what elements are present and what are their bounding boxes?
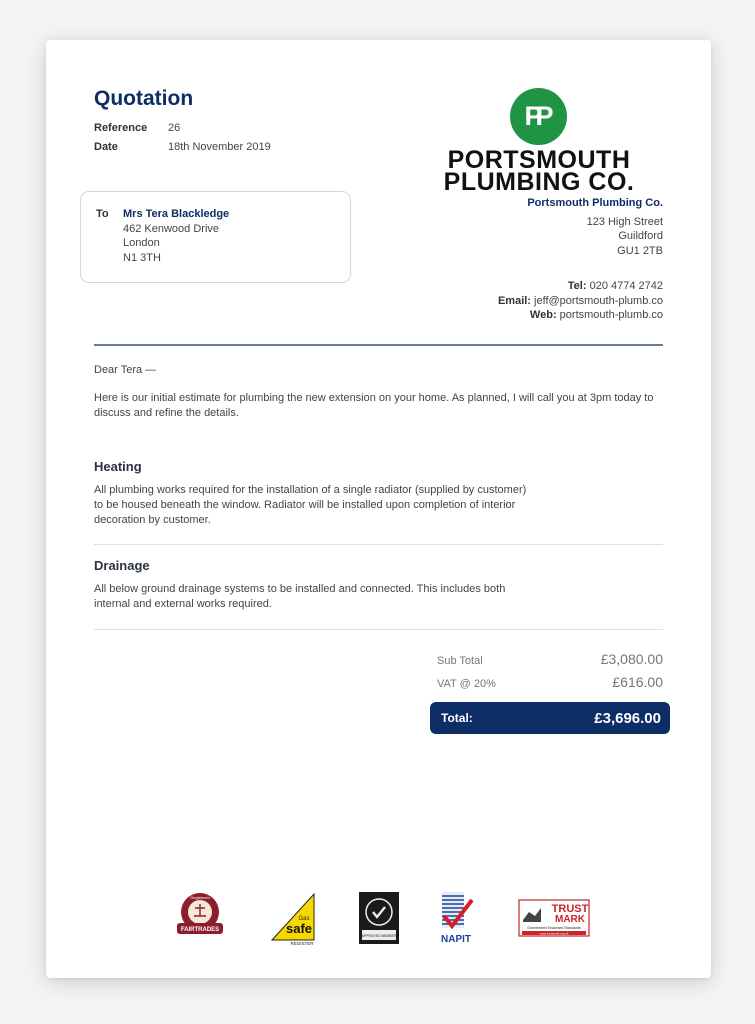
trustmark-badge-icon — [518, 890, 590, 946]
to-label: To — [96, 208, 109, 220]
web-label: Web: — [529, 309, 557, 321]
chas-text: APPROVED MEMBER — [361, 934, 397, 938]
vat-value: £616.00 — [612, 674, 663, 690]
item-description: All plumbing works required for the installation of a single radiator (supplied by customer) to be housed beneath the window. Radiator will be installed upon completion of interior decoration by customer. — [94, 484, 527, 526]
recipient-name: Mrs Tera Blackledge — [123, 208, 230, 220]
header-divider — [94, 344, 663, 346]
gas-safe-register: REGISTER — [290, 941, 314, 946]
email-row — [498, 294, 663, 309]
company-name: Portsmouth Plumbing Co. — [527, 197, 663, 209]
web-row — [498, 308, 663, 323]
document-title: Quotation — [94, 87, 194, 110]
company-street: 123 High Street — [586, 215, 663, 228]
reference-value: 26 — [168, 122, 181, 134]
company-address — [527, 196, 663, 258]
trustmark-line2: MARK — [555, 914, 585, 925]
total-label: Total: — [441, 711, 473, 725]
company-contact — [498, 279, 663, 323]
vat-label: VAT @ 20% — [437, 678, 496, 690]
recipient-postcode: N1 3TH — [123, 251, 161, 264]
email-label: Email: — [497, 294, 531, 307]
item-divider — [94, 544, 663, 545]
vat-row — [437, 674, 663, 690]
date-row — [94, 141, 271, 153]
item-divider — [94, 629, 663, 630]
item-description: All below ground drainage systems to be installed and connected. This includes both internal and external works required. — [94, 583, 506, 610]
company-postcode: GU1 2TB — [617, 244, 663, 257]
date-label: Date — [94, 141, 118, 153]
logo-line-2: PLUMBING CO. — [443, 168, 635, 196]
recipient-box — [80, 191, 351, 283]
napit-badge-icon — [436, 890, 476, 946]
fairtrades-top: Registered — [190, 895, 210, 900]
tel-row — [498, 279, 663, 294]
logo-line-1: PORTSMOUTH — [447, 146, 631, 174]
reference-label: Reference — [94, 122, 148, 134]
recipient-address — [123, 207, 229, 265]
recipient-city: London — [123, 237, 160, 249]
gas-safe-text: safe — [285, 921, 313, 936]
logo-mark-icon — [510, 88, 567, 145]
subtotal-row — [437, 651, 663, 667]
recipient-street: 462 Kenwood Drive — [123, 222, 220, 235]
web-value[interactable]: portsmouth-plumb.co — [559, 309, 663, 321]
total-value: £3,696.00 — [594, 709, 661, 727]
total-bar — [430, 702, 670, 734]
trustmark-line4: www.trustmark.org.uk — [539, 931, 569, 936]
logo-mark: PP — [524, 101, 547, 131]
fairtrades-text: FAIRTRADES — [180, 927, 220, 933]
email-value[interactable]: jeff@portsmouth-plumb.co — [534, 294, 663, 307]
company-logo — [424, 88, 654, 196]
gas-safe-top: Gas — [298, 916, 310, 922]
reference-row — [94, 122, 180, 134]
date-value: 18th November 2019 — [168, 141, 271, 153]
intro-paragraph: Here is our initial estimate for plumbing the new extension on your home. As planned, I will call you at 3pm today to discuss and refine the details. — [94, 392, 654, 419]
fairtrades-badge-icon — [174, 890, 226, 946]
item-heading: Drainage — [94, 558, 150, 573]
greeting: Dear Tera — — [94, 364, 157, 376]
quotation-page — [46, 40, 711, 978]
accreditation-badges — [46, 890, 711, 950]
trustmark-line1: TRUST — [551, 903, 589, 915]
subtotal-value: £3,080.00 — [600, 651, 663, 667]
gas-safe-badge-icon — [269, 890, 319, 946]
chas-badge-icon — [358, 890, 400, 946]
company-city: Guildford — [618, 230, 663, 242]
napit-text: NAPIT — [441, 934, 471, 945]
tel-value: 020 4774 2742 — [589, 280, 663, 292]
tel-label: Tel: — [567, 280, 587, 292]
item-heading: Heating — [94, 459, 142, 474]
trustmark-line3: Government Endorsed Standards — [527, 926, 581, 930]
subtotal-label: Sub Total — [437, 655, 483, 667]
